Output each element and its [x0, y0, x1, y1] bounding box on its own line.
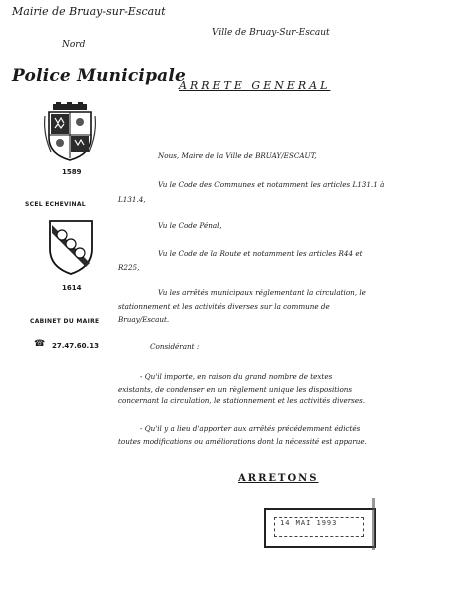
cabinet-du-maire-label: CABINET DU MAIRE: [30, 318, 100, 325]
ville-label: Ville de Bruay-Sur-Escaut: [212, 28, 330, 38]
body-line: existants, de condenser en un règlement unique les dispositions: [118, 385, 353, 394]
arretons-heading: ARRETONS: [238, 473, 319, 484]
nord-label: Nord: [62, 40, 86, 50]
considerant-label: Considérant :: [150, 342, 200, 351]
police-municipale-title: Police Municipale: [12, 66, 187, 86]
scan-artifact: [372, 498, 375, 550]
crest-year-1589: 1589: [62, 168, 82, 176]
shield-icon: [42, 217, 100, 277]
body-line: Vu le Code des Communes et notamment les articles L131.1 à: [158, 180, 385, 189]
body-line: Nous, Maire de la Ville de BRUAY/ESCAUT,: [158, 151, 317, 160]
date-stamp: [264, 508, 376, 548]
body-line: - Qu'il importe, en raison du grand nombre de textes: [140, 372, 333, 381]
phone-number: 27.47.60.13: [52, 342, 99, 350]
mairie-heading: Mairie de Bruay-sur-Escaut: [12, 5, 166, 18]
coat-of-arms-icon: [41, 102, 99, 162]
document-title: ARRETE GENERAL: [179, 79, 331, 92]
body-line: - Qu'il y a lieu d'apporter aux arrêtés précédemment édictés: [140, 424, 361, 433]
body-line: Vu les arrêtés municipaux réglementant la circulation, le: [158, 288, 366, 297]
body-line: toutes modifications ou améliorations dont la nécessité est apparue.: [118, 437, 367, 446]
scel-echevinal-label: SCEL ECHEVINAL: [25, 201, 86, 208]
telephone-icon: ☎: [34, 339, 46, 349]
body-line: Vu le Code Pénal,: [158, 221, 222, 230]
body-line: Bruay/Escaut.: [118, 315, 170, 324]
body-line: stationnement et les activités diverses sur la commune de: [118, 302, 330, 311]
body-line: R225,: [118, 263, 140, 272]
body-line: L131.4,: [118, 195, 146, 204]
stamp-text: 14 MAI 1993: [280, 519, 338, 527]
body-line: Vu le Code de la Route et notamment les articles R44 et: [158, 249, 363, 258]
body-line: concernant la circulation, le stationnement et les activités diverses.: [118, 396, 366, 405]
crest-year-1614: 1614: [62, 284, 82, 292]
